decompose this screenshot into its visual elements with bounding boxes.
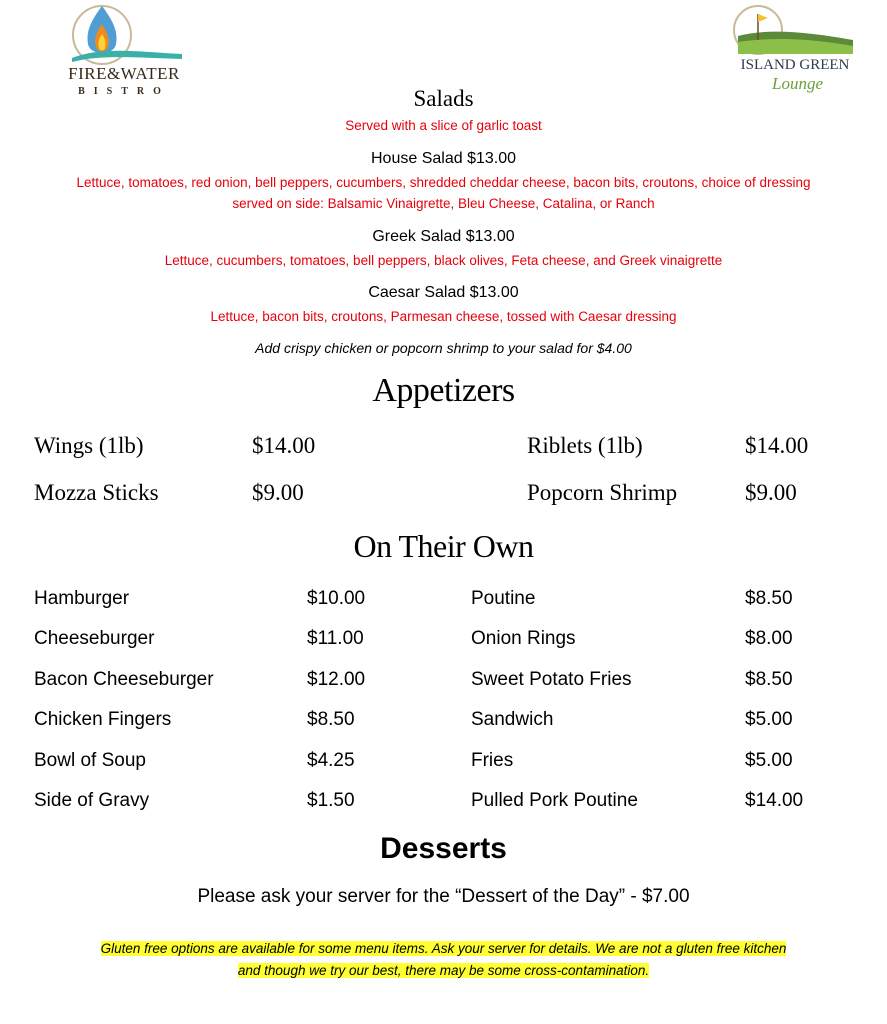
appetizer-price: $9.00	[252, 480, 304, 505]
greek-salad-description: Lettuce, cucumbers, tomatoes, bell peppers, black olives, Feta cheese, and Greek vinaigrette	[164, 253, 723, 268]
menu-item-price: $8.50	[745, 588, 793, 609]
menu-item-name: Side of Gravy	[34, 790, 150, 811]
caesar-salad-description: Lettuce, bacon bits, croutons, Parmesan cheese, tossed with Caesar dressing	[210, 309, 677, 324]
on-their-own-heading: On Their Own	[353, 528, 534, 564]
house-salad-title: House Salad $13.00	[371, 150, 516, 167]
appetizer-price: $14.00	[252, 433, 316, 458]
menu-item-price: $8.50	[307, 709, 355, 730]
menu-item-price: $4.25	[307, 750, 355, 771]
caesar-salad-title: Caesar Salad $13.00	[368, 284, 519, 301]
gluten-notice-line: Gluten free options are available for some menu items. Ask your server for details. We are not a gluten free kitchen	[100, 941, 787, 956]
menu-item-price: $11.00	[307, 628, 364, 649]
menu-item-name: Bowl of Soup	[34, 750, 146, 771]
gluten-notice	[0, 963, 887, 978]
menu-item-price: $12.00	[307, 669, 366, 690]
menu-item-name: Sandwich	[471, 709, 554, 730]
menu-item-price: $8.00	[745, 628, 793, 649]
dessert-of-the-day-note: Please ask your server for the “Dessert of the Day” - $7.00	[197, 886, 690, 907]
house-salad-description: Lettuce, tomatoes, red onion, bell peppers, cucumbers, shredded cheddar cheese, bacon bits, croutons, choice of dressing	[76, 175, 811, 190]
desserts-heading: Desserts	[380, 832, 507, 865]
menu-item-name: Hamburger	[34, 588, 130, 609]
menu-item-name: Cheeseburger	[34, 628, 155, 649]
menu-item-price: $14.00	[745, 790, 804, 811]
menu-item-name: Chicken Fingers	[34, 709, 172, 730]
menu-item-name: Onion Rings	[471, 628, 576, 649]
gluten-notice-line: and though we try our best, there may be some cross-contamination.	[237, 963, 650, 978]
appetizers-heading: Appetizers	[372, 372, 515, 409]
salads-heading: Salads	[413, 86, 474, 111]
island-green-logo-text: ISLAND GREEN	[740, 57, 850, 73]
menu-item-name: Poutine	[471, 588, 536, 609]
fire-water-logo-text: FIRE&WATER	[68, 64, 180, 83]
gluten-notice	[0, 941, 887, 956]
menu-item-price: $5.00	[745, 750, 793, 771]
bistro-logo-text: BISTRO	[78, 86, 170, 97]
menu-item-name: Pulled Pork Poutine	[471, 790, 638, 811]
appetizer-price: $9.00	[745, 480, 797, 505]
salads-note: Served with a slice of garlic toast	[345, 118, 542, 133]
salad-addon-note: Add crispy chicken or popcorn shrimp to your salad for $4.00	[255, 340, 632, 356]
menu-item-name: Bacon Cheeseburger	[34, 669, 214, 690]
appetizer-name: Popcorn Shrimp	[527, 480, 678, 505]
lounge-logo-text: Lounge	[772, 74, 823, 93]
menu-item-name: Sweet Potato Fries	[471, 669, 632, 690]
appetizer-name: Wings (1lb)	[34, 433, 144, 458]
menu-item-price: $1.50	[307, 790, 355, 811]
menu-item-price: $5.00	[745, 709, 793, 730]
fire-water-bistro-logo	[52, 2, 192, 98]
menu-item-price: $10.00	[307, 588, 366, 609]
appetizer-name: Mozza Sticks	[34, 480, 159, 505]
appetizer-name: Riblets (1lb)	[527, 433, 643, 458]
menu-item-name: Fries	[471, 750, 514, 771]
appetizer-price: $14.00	[745, 433, 809, 458]
greek-salad-title: Greek Salad $13.00	[372, 228, 515, 245]
house-salad-description: served on side: Balsamic Vinaigrette, Bleu Cheese, Catalina, or Ranch	[232, 196, 655, 211]
menu-item-price: $8.50	[745, 669, 793, 690]
island-green-lounge-logo	[728, 2, 858, 98]
